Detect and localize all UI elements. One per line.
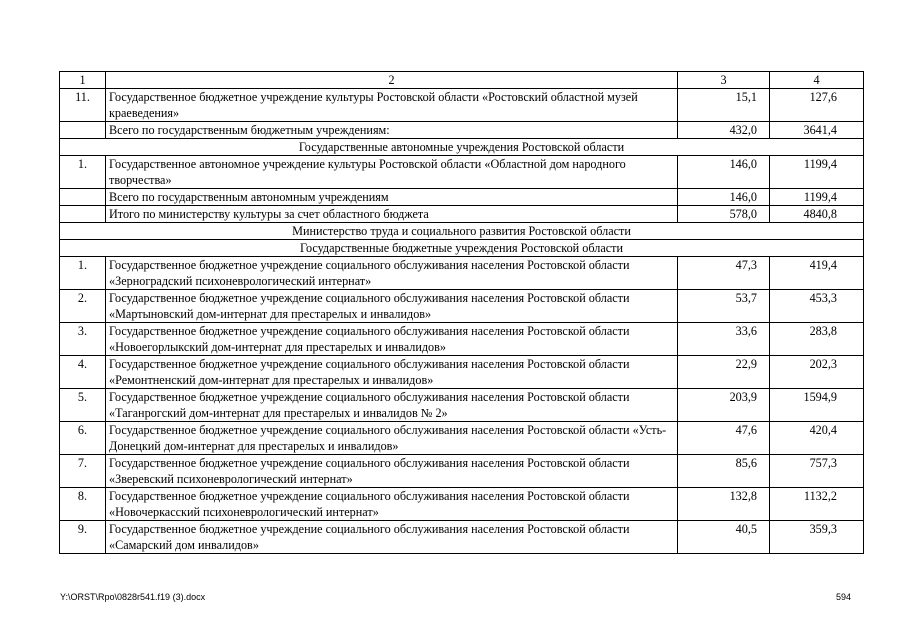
- value-column-4: 4840,8: [770, 206, 864, 223]
- row-number: 8.: [60, 488, 106, 521]
- table-row: [60, 521, 864, 554]
- value-column-4: 1594,9: [770, 389, 864, 422]
- value-column-4: 202,3: [770, 356, 864, 389]
- value-column-3: 578,0: [678, 206, 770, 223]
- table-row: [60, 323, 864, 356]
- table-row: [60, 488, 864, 521]
- value-column-3: 132,8: [678, 488, 770, 521]
- row-number: 6.: [60, 422, 106, 455]
- row-number: 7.: [60, 455, 106, 488]
- value-column-3: 15,1: [678, 89, 770, 122]
- value-column-4: 1199,4: [770, 189, 864, 206]
- value-column-4: 127,6: [770, 89, 864, 122]
- table-body: [60, 72, 864, 554]
- value-column-3: 40,5: [678, 521, 770, 554]
- column-number-3: 3: [678, 72, 770, 89]
- table-row: [60, 156, 864, 189]
- column-number-2: 2: [106, 72, 678, 89]
- row-number: 5.: [60, 389, 106, 422]
- row-number: 11.: [60, 89, 106, 122]
- section-heading-row: [60, 139, 864, 156]
- institution-name: Всего по государственным бюджетным учреждениям:: [106, 122, 678, 139]
- value-column-4: 419,4: [770, 257, 864, 290]
- row-number: 1.: [60, 257, 106, 290]
- budget-table: [59, 71, 864, 554]
- institution-name: Итого по министерству культуры за счет областного бюджета: [106, 206, 678, 223]
- value-column-3: 33,6: [678, 323, 770, 356]
- total-row: [60, 122, 864, 139]
- institution-name: Государственное бюджетное учреждение социального обслуживания населения Ростовской области «Новочеркасский психоневрологический интернат»: [106, 488, 678, 521]
- table-row: [60, 422, 864, 455]
- value-column-4: 283,8: [770, 323, 864, 356]
- column-number-4: 4: [770, 72, 864, 89]
- value-column-4: 3641,4: [770, 122, 864, 139]
- institution-name: Государственное автономное учреждение культуры Ростовской области «Областной дом народного творчества»: [106, 156, 678, 189]
- value-column-3: 432,0: [678, 122, 770, 139]
- total-row: [60, 189, 864, 206]
- table-row: [60, 257, 864, 290]
- table-row: [60, 89, 864, 122]
- section-heading: Министерство труда и социального развития Ростовской области: [60, 223, 864, 240]
- section-heading-row: [60, 240, 864, 257]
- institution-name: Государственное бюджетное учреждение социального обслуживания населения Ростовской области «Зерноградский психоневрологический интернат»: [106, 257, 678, 290]
- institution-name: Государственное бюджетное учреждение социального обслуживания населения Ростовской области «Ремонтненский дом-интернат для престарелых и инвалидов»: [106, 356, 678, 389]
- table-row: [60, 389, 864, 422]
- value-column-3: 146,0: [678, 156, 770, 189]
- value-column-4: 1132,2: [770, 488, 864, 521]
- row-number: 9.: [60, 521, 106, 554]
- total-row: [60, 206, 864, 223]
- section-heading: Государственные автономные учреждения Ростовской области: [60, 139, 864, 156]
- row-number: [60, 206, 106, 223]
- institution-name: Государственное бюджетное учреждение социального обслуживания населения Ростовской области «Таганрогский дом-интернат для престарелых и инвалидов № 2»: [106, 389, 678, 422]
- page-number: 594: [836, 592, 852, 602]
- section-heading: Государственные бюджетные учреждения Ростовской области: [60, 240, 864, 257]
- row-number: [60, 122, 106, 139]
- row-number: 3.: [60, 323, 106, 356]
- column-number-row: [60, 72, 864, 89]
- value-column-3: 203,9: [678, 389, 770, 422]
- table-row: [60, 290, 864, 323]
- value-column-4: 1199,4: [770, 156, 864, 189]
- institution-name: Государственное бюджетное учреждение социального обслуживания населения Ростовской области «Усть-Донецкий дом-интернат для престарелых и инвалидов»: [106, 422, 678, 455]
- row-number: 2.: [60, 290, 106, 323]
- value-column-4: 757,3: [770, 455, 864, 488]
- value-column-4: 420,4: [770, 422, 864, 455]
- table-row: [60, 356, 864, 389]
- institution-name: Государственное бюджетное учреждение социального обслуживания населения Ростовской области «Новоегорлыкский дом-интернат для престарелых и инвалидов»: [106, 323, 678, 356]
- value-column-3: 47,6: [678, 422, 770, 455]
- institution-name: Государственное бюджетное учреждение социального обслуживания населения Ростовской области «Мартыновский дом-интернат для престарелых и инвалидов»: [106, 290, 678, 323]
- value-column-3: 22,9: [678, 356, 770, 389]
- institution-name: Государственное бюджетное учреждение культуры Ростовской области «Ростовский областной музей краеведения»: [106, 89, 678, 122]
- row-number: 1.: [60, 156, 106, 189]
- section-heading-row: [60, 223, 864, 240]
- value-column-3: 53,7: [678, 290, 770, 323]
- column-number-1: 1: [60, 72, 106, 89]
- institution-name: Государственное бюджетное учреждение социального обслуживания населения Ростовской области «Зверевский психоневрологический интернат»: [106, 455, 678, 488]
- row-number: 4.: [60, 356, 106, 389]
- value-column-4: 359,3: [770, 521, 864, 554]
- value-column-3: 47,3: [678, 257, 770, 290]
- row-number: [60, 189, 106, 206]
- footer-file-path: Y:\ORST\Rpo\0828r541.f19 (3).docx: [60, 592, 206, 602]
- value-column-3: 85,6: [678, 455, 770, 488]
- table-row: [60, 455, 864, 488]
- institution-name: Государственное бюджетное учреждение социального обслуживания населения Ростовской области «Самарский дом инвалидов»: [106, 521, 678, 554]
- institution-name: Всего по государственным автономным учреждениям: [106, 189, 678, 206]
- value-column-4: 453,3: [770, 290, 864, 323]
- value-column-3: 146,0: [678, 189, 770, 206]
